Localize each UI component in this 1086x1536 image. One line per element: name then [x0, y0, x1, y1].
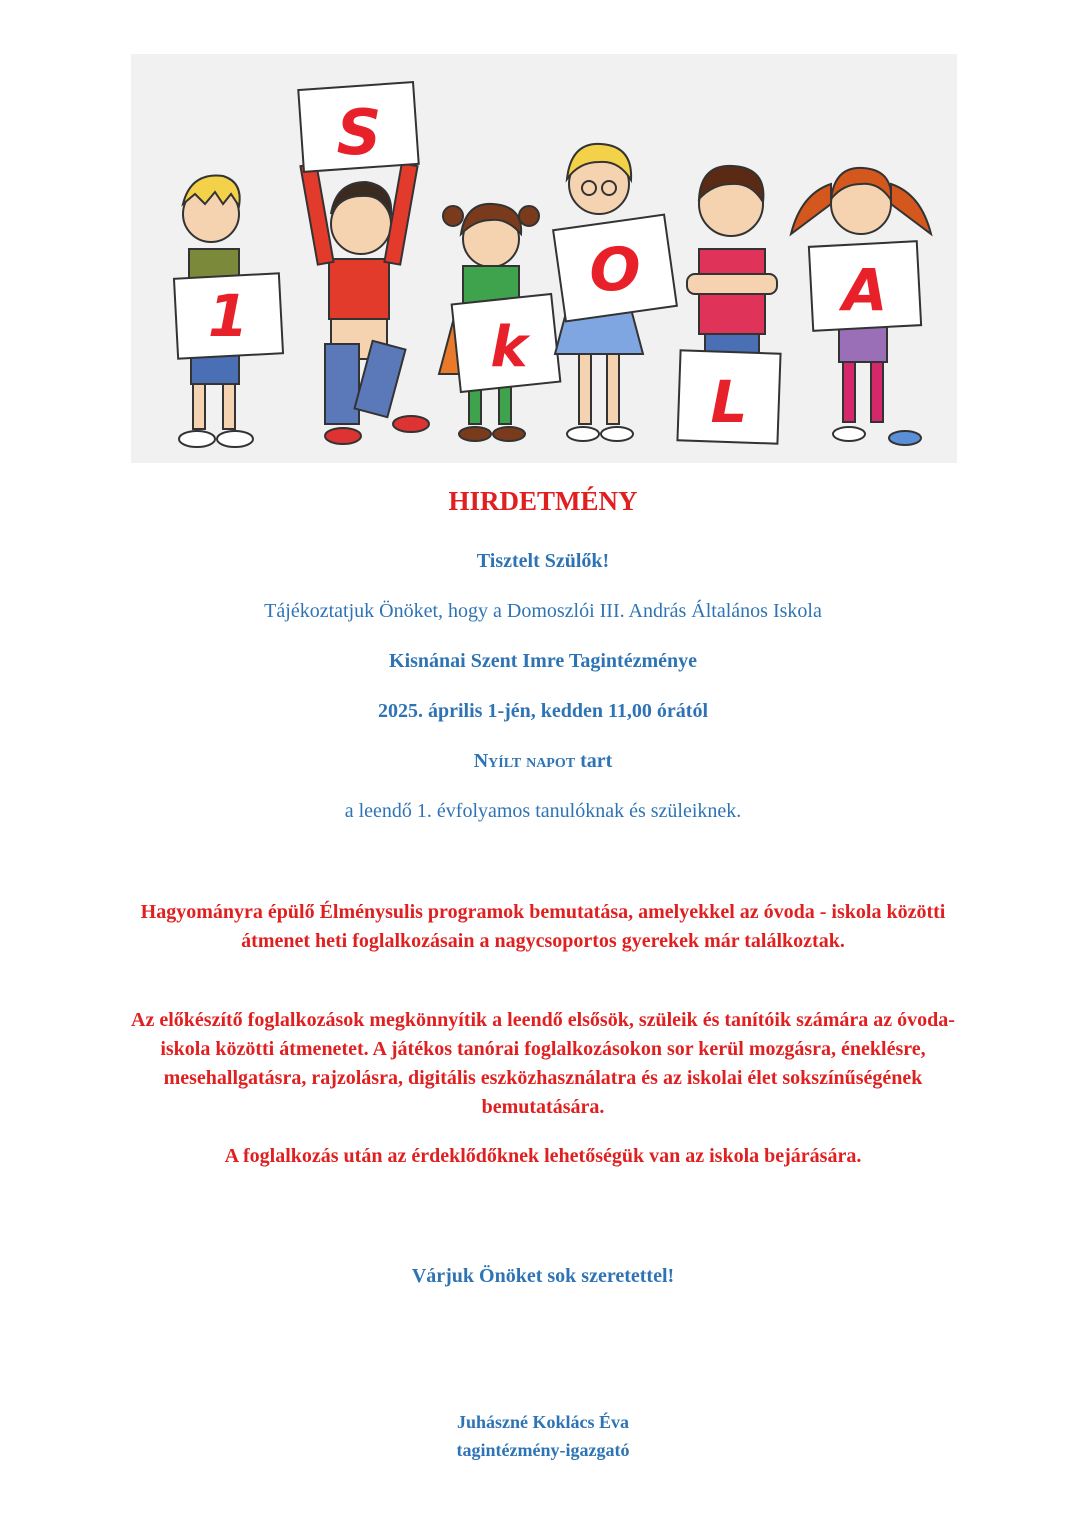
school-banner-illustration [131, 54, 957, 463]
letter-sign-k [452, 294, 561, 392]
program-paragraph-1: Hagyományra épülő Élménysulis programok bemutatása, amelyekkel az óvoda - iskola közötti átmenet heti foglalkozásain a nagycsoportos gyerekek már találkoztak. [140, 901, 946, 952]
child-2 [300, 163, 429, 444]
children-with-letter-signs-illustration [131, 54, 957, 463]
signature-role: tagintézmény-igazgató [456, 1440, 630, 1460]
open-day-line [0, 750, 1086, 773]
school-unit-name: Kisnánai Szent Imre Tagintézménye [389, 650, 697, 672]
info-line: Tájékoztatjuk Önöket, hogy a Domoszlói III. András Általános Iskola [264, 600, 822, 622]
program-paragraph-2: Az előkészítő foglalkozások megkönnyítik a leendő elsősök, szüleik és tanítóik számára az óvoda-iskola közötti átmenetet. A játékos tanórai foglalkozásokon sor kerül mozgásra, éneklésre, mesehallgatásra, rajzolásra, digitális eszközhasználatra és az iskolai élet sokszínűségének bemutatására. [131, 1009, 955, 1118]
letter-sign-k-text: k [490, 315, 528, 380]
child-5 [687, 166, 777, 358]
event-date: 2025. április 1-jén, kedden 11,00 órától [377, 700, 708, 722]
letter-sign-1 [174, 273, 283, 358]
letter-sign-a [809, 241, 921, 331]
letter-sign-s [298, 82, 418, 172]
program-paragraph-3: A foglalkozás után az érdeklődőknek lehetőségük van az iskola bejárására. [224, 1145, 862, 1167]
letter-sign-l [677, 350, 780, 443]
open-day-label: Nyílt napot [473, 750, 576, 772]
greeting: Tisztelt Szülők! [476, 550, 610, 572]
notice-title: HIRDETMÉNY [448, 486, 638, 516]
letter-sign-o [553, 215, 677, 322]
letter-sign-o-text: O [589, 235, 641, 305]
letter-sign-a-text: A [842, 256, 888, 324]
target-audience: a leendő 1. évfolyamos tanulóknak és szüleiknek. [344, 800, 742, 822]
letter-sign-l-text: L [710, 368, 748, 436]
letter-sign-1-text: 1 [207, 282, 249, 350]
signature-name: Juhászné Koklács Éva [456, 1412, 630, 1432]
letter-sign-s-text: S [336, 96, 382, 169]
open-day-suffix: tart [575, 750, 613, 772]
welcome-line: Várjuk Önöket sok szeretettel! [411, 1265, 675, 1287]
